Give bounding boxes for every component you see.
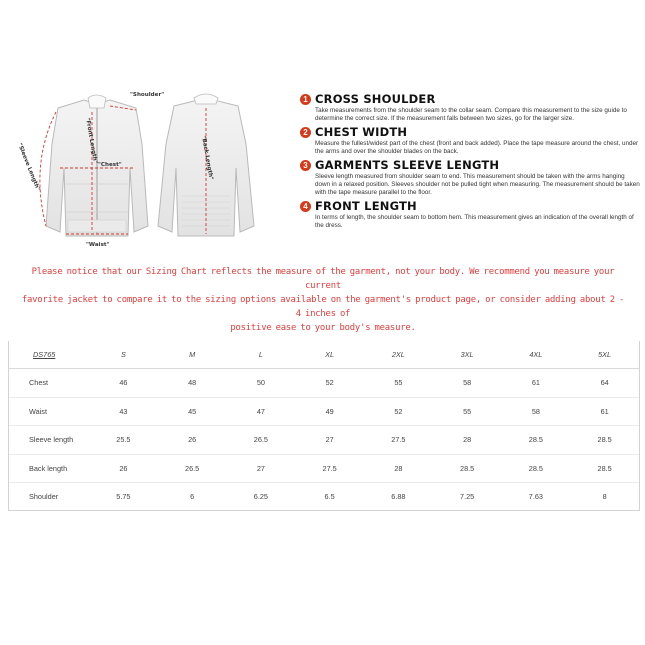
size-header: 3XL [433, 341, 502, 369]
step-cross-shoulder [300, 93, 640, 122]
step-description: In terms of length, the shoulder seam to bottom hem. This measurement gives an indication of the overall length of the dress. [315, 214, 634, 229]
row-label: Shoulder [29, 492, 59, 502]
measurement-steps [300, 93, 640, 233]
table-row [9, 397, 639, 426]
table-cell: 45 [158, 397, 227, 426]
notice-line: positive ease to your body's measure. [230, 323, 416, 333]
table-cell: 28.5 [570, 454, 639, 483]
table-cell: 47 [227, 397, 296, 426]
table-cell: 5.75 [116, 492, 131, 502]
table-cell: 52 [295, 369, 364, 398]
table-row [9, 426, 639, 455]
model-number: DS765 [9, 341, 89, 369]
table-cell: 61 [570, 397, 639, 426]
notice-line: favorite jacket to compare it to the sizing options available on the garment's product page, or consider adding about 2 - 4 inches of [21, 295, 625, 319]
table-cell: 28 [433, 426, 502, 455]
table-cell: 55 [364, 369, 433, 398]
step-chest-width [300, 126, 640, 155]
step-title: CROSS SHOULDER [315, 92, 436, 106]
step-front-length [300, 200, 640, 229]
row-label: Back length [9, 454, 89, 483]
table-row [9, 483, 639, 510]
table-cell: 26.5 [158, 454, 227, 483]
size-header: 2XL [364, 341, 433, 369]
row-label: Waist [9, 397, 89, 426]
table-cell: 6.25 [253, 492, 268, 502]
front-length-label: "Front Length" [84, 117, 99, 165]
table-row [9, 369, 639, 398]
step-description: Take measurements from the shoulder seam to the collar seam. Compare this measurement to the size guide to determine the correct size. If the measurement falls between two sizes, go for the larger size. [315, 107, 627, 122]
front-jacket [46, 95, 148, 236]
table-row [9, 454, 639, 483]
jacket-measurement-illustration [6, 84, 278, 254]
size-chart-container [8, 341, 640, 511]
step-title: CHEST WIDTH [315, 125, 408, 140]
row-label: Chest [9, 369, 89, 398]
step-number-badge: 4 [300, 201, 311, 212]
back-length-label: "Back Length" [200, 135, 214, 181]
table-cell: 28.5 [570, 426, 639, 455]
size-header: 4XL [502, 341, 571, 369]
table-cell: 26 [158, 426, 227, 455]
table-cell: 49 [295, 397, 364, 426]
waist-label: "Waist" [86, 242, 110, 248]
size-chart-table [9, 341, 639, 510]
shoulder-label: "Shoulder" [130, 92, 165, 98]
sleeve-length-label: "Sleeve Length" [16, 142, 41, 192]
step-number-badge: 3 [300, 160, 311, 171]
table-cell: 27 [295, 426, 364, 455]
chest-label: "Chest" [98, 162, 122, 168]
size-header: M [158, 341, 227, 369]
size-header: S [89, 341, 158, 369]
table-cell: 26.5 [227, 426, 296, 455]
size-header: 5XL [570, 341, 639, 369]
table-cell: 61 [502, 369, 571, 398]
step-title: FRONT LENGTH [315, 199, 417, 214]
step-title: GARMENTS SLEEVE LENGTH [315, 158, 500, 173]
step-sleeve-length [300, 159, 640, 196]
table-cell: 27.5 [364, 426, 433, 455]
table-cell: 55 [433, 397, 502, 426]
table-cell: 50 [227, 369, 296, 398]
row-label: Sleeve length [9, 426, 89, 455]
table-cell: 48 [158, 369, 227, 398]
table-cell: 52 [364, 397, 433, 426]
table-cell: 26 [89, 454, 158, 483]
table-cell: 8 [602, 492, 607, 502]
table-cell: 58 [433, 369, 502, 398]
notice-line: Please notice that our Sizing Chart reflects the measure of the garment, not your body. We recommend you measure your current [31, 267, 615, 291]
table-cell: 6.5 [324, 492, 335, 502]
step-number-badge: 1 [300, 94, 311, 105]
size-header: XL [295, 341, 364, 369]
table-cell: 46 [89, 369, 158, 398]
table-cell: 43 [89, 397, 158, 426]
step-number-badge: 2 [300, 127, 311, 138]
table-cell: 7.63 [528, 492, 543, 502]
table-cell: 58 [502, 397, 571, 426]
table-cell: 25.5 [89, 426, 158, 455]
table-cell: 28.5 [433, 454, 502, 483]
table-cell: 6 [190, 492, 195, 502]
table-cell: 64 [570, 369, 639, 398]
table-header-row [9, 341, 639, 369]
step-description: Sleeve length measured from shoulder seam to end. This measurement should be taken with the arms hanging down in a relaxed position. Sleeves shoulder not be pulled tight when measuring. The measurement should be taken with the tape measure parallel to the floor. [315, 173, 640, 196]
table-cell: 28.5 [502, 426, 571, 455]
table-cell: 28 [364, 454, 433, 483]
table-cell: 27 [227, 454, 296, 483]
table-cell: 27.5 [295, 454, 364, 483]
step-description: Measure the fullest/widest part of the chest (front and back added). Place the tape measure around the chest, under the arms and over the shoulder blades on the back. [315, 140, 639, 155]
table-cell: 6.88 [391, 492, 406, 502]
size-header: L [227, 341, 296, 369]
table-cell: 28.5 [502, 454, 571, 483]
table-cell: 7.25 [460, 492, 475, 502]
sizing-notice [18, 265, 628, 335]
